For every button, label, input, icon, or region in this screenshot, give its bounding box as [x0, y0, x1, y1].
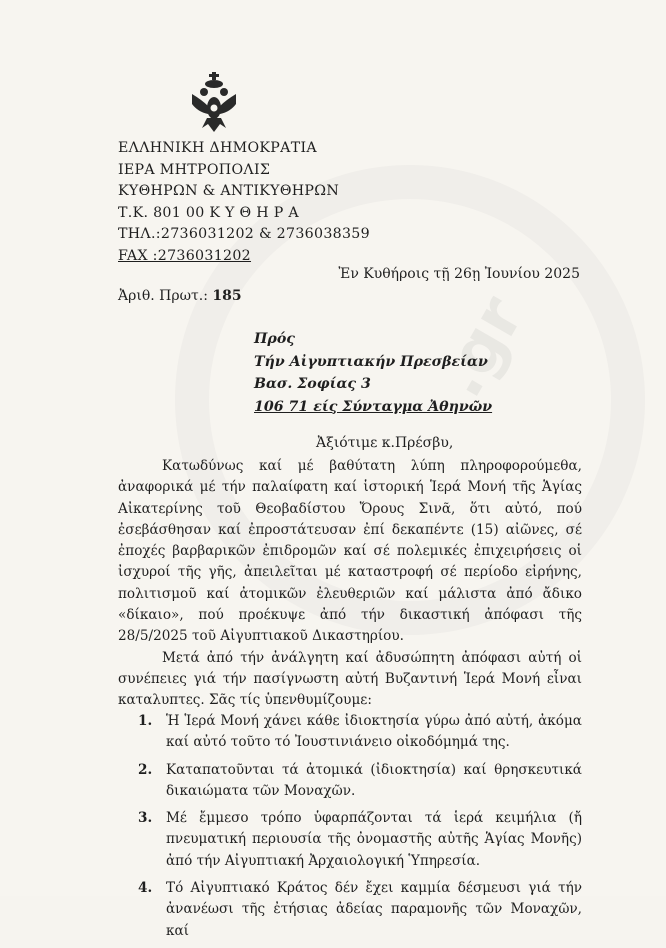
body-paragraph: Μετά ἀπό τήν ἀνάλγητη καί ἀδυσώπητη ἀπόφασι αὐτή οἱ συνέπειες γιά τήν πασίγνωστη αὐτή Βυζαντινή Ἱερά Μονή εἶναι καταλυπτες. Σᾶς τίς ὑπενθυμίζουμε:	[118, 649, 582, 709]
recipient-name: Τήν Αἰγυπτιακήν Πρεσβείαν	[254, 353, 488, 370]
body-paragraph: Κατωδύνως καί μέ βαθύτατη λύπη πληροφορούμεθα, ἀναφορικά μέ τήν παλαίφατη καί ἱστορική Ἱερά Μονή τῆς Ἁγίας Αἰκατερίνης τοῦ Θεοβαδίστου Ὄρους Σινᾶ, ὅτι αὐτό, πού ἐσεβάσθησαν καί ἐπροστάτευσαν ἐπί δεκαπέντε (15) αἰῶνες, σέ ἐποχές βαρβαρικῶν ἐπιδρομῶν καί σέ πολεμικές ἐπιχειρήσεις οἱ ἰσχυροί τῆς γῆς, ἀπειλεῖται μέ καταστροφή σέ περίοδο εἰρήνης, πολιτισμοῦ καί ἀτομικῶν ἐλευθεριῶν καί μάλιστα ἀπό ἄδικο «δίκαιο», πού προέκυψε ἀπό τήν δικαστική ἀπόφασι τῆς 28/5/2025 τοῦ Αἰγυπτιακοῦ Δικαστηρίου.	[118, 458, 582, 645]
protocol-number	[118, 288, 242, 304]
recipient-to: Πρός	[254, 331, 295, 347]
list-item-number: 2.	[138, 761, 153, 778]
issuer-header	[118, 138, 370, 267]
header-line-fax: FAX :2736031202	[118, 247, 252, 264]
recipient-city: 106 71 είς Σύνταγμα Ἀθηνῶν	[254, 398, 493, 415]
header-line-phone: ΤΗΛ.:2736031202 & 2736038359	[118, 226, 370, 242]
recipient-street: Βασ. Σοφίας 3	[254, 376, 371, 392]
header-line-region: ΚΥΘΗΡΩΝ & ΑΝΤΙΚΥΘΗΡΩΝ	[118, 183, 340, 199]
letter-date: Ἐν Κυθήροις τῇ 26ῃ Ἰουνίου 2025	[338, 266, 580, 282]
letter-body	[118, 456, 582, 712]
header-line-postcode: Τ.Κ. 801 00 Κ Υ Θ Η Ρ Α	[118, 204, 299, 221]
salutation: Ἀξιότιμε κ.Πρέσβυ,	[316, 435, 454, 451]
list-item-text: Τό Αἰγυπτιακό Κράτος δέν ἔχει καμμία δέσμευσι γιά τήν ἀνανέωσι τῆς ἐτήσιας ἀδείας παραμονῆς τῶν Μοναχῶν, καί	[166, 880, 582, 939]
list-item	[118, 878, 582, 942]
header-line-metropolis: ΙΕΡΑ ΜΗΤΡΟΠΟΛΙΣ	[118, 161, 271, 178]
protocol-value: 185	[212, 288, 242, 304]
list-item-number: 3.	[138, 810, 153, 827]
list-item-text: Ἡ Ἱερά Μονή χάνει κάθε ἰδιοκτησία γύρω ἀπό αὐτή, ἀκόμα καί αὐτό τοῦτο τό Ἰουστινιάνειο οἰκοδόμημά της.	[166, 713, 582, 751]
header-line-state: ΕΛΛΗΝΙΚΗ ΔΗΜΟΚΡΑΤΙΑ	[118, 140, 317, 156]
protocol-label: Ἀριθ. Πρωτ.:	[118, 288, 208, 304]
list-item	[118, 760, 582, 803]
list-item-text: Μέ ἔμμεσο τρόπο ὑφαρπάζονται τά ἱερά κειμήλια (ἤ πνευματική περιουσία τῆς ὀνομαστῆς αὐτῆς Ἁγίας Μονῆς) ἀπό τήν Αἰγυπτιακή Ἀρχαιολογική Ὑπηρεσία.	[166, 810, 582, 869]
list-item-number: 1.	[138, 713, 153, 729]
list-item-number: 4.	[138, 880, 153, 897]
list-item	[118, 711, 582, 754]
recipient-block	[254, 328, 492, 418]
consequences-list	[118, 711, 582, 948]
list-item	[118, 808, 582, 872]
watermark-text: .gr	[423, 284, 539, 410]
double-headed-eagle-icon	[188, 70, 240, 136]
list-item-text: Καταπατοῦνται τά ἀτομικά (ἰδιοκτησία) καί θρησκευτικά δικαιώματα τῶν Μοναχῶν.	[166, 761, 582, 799]
